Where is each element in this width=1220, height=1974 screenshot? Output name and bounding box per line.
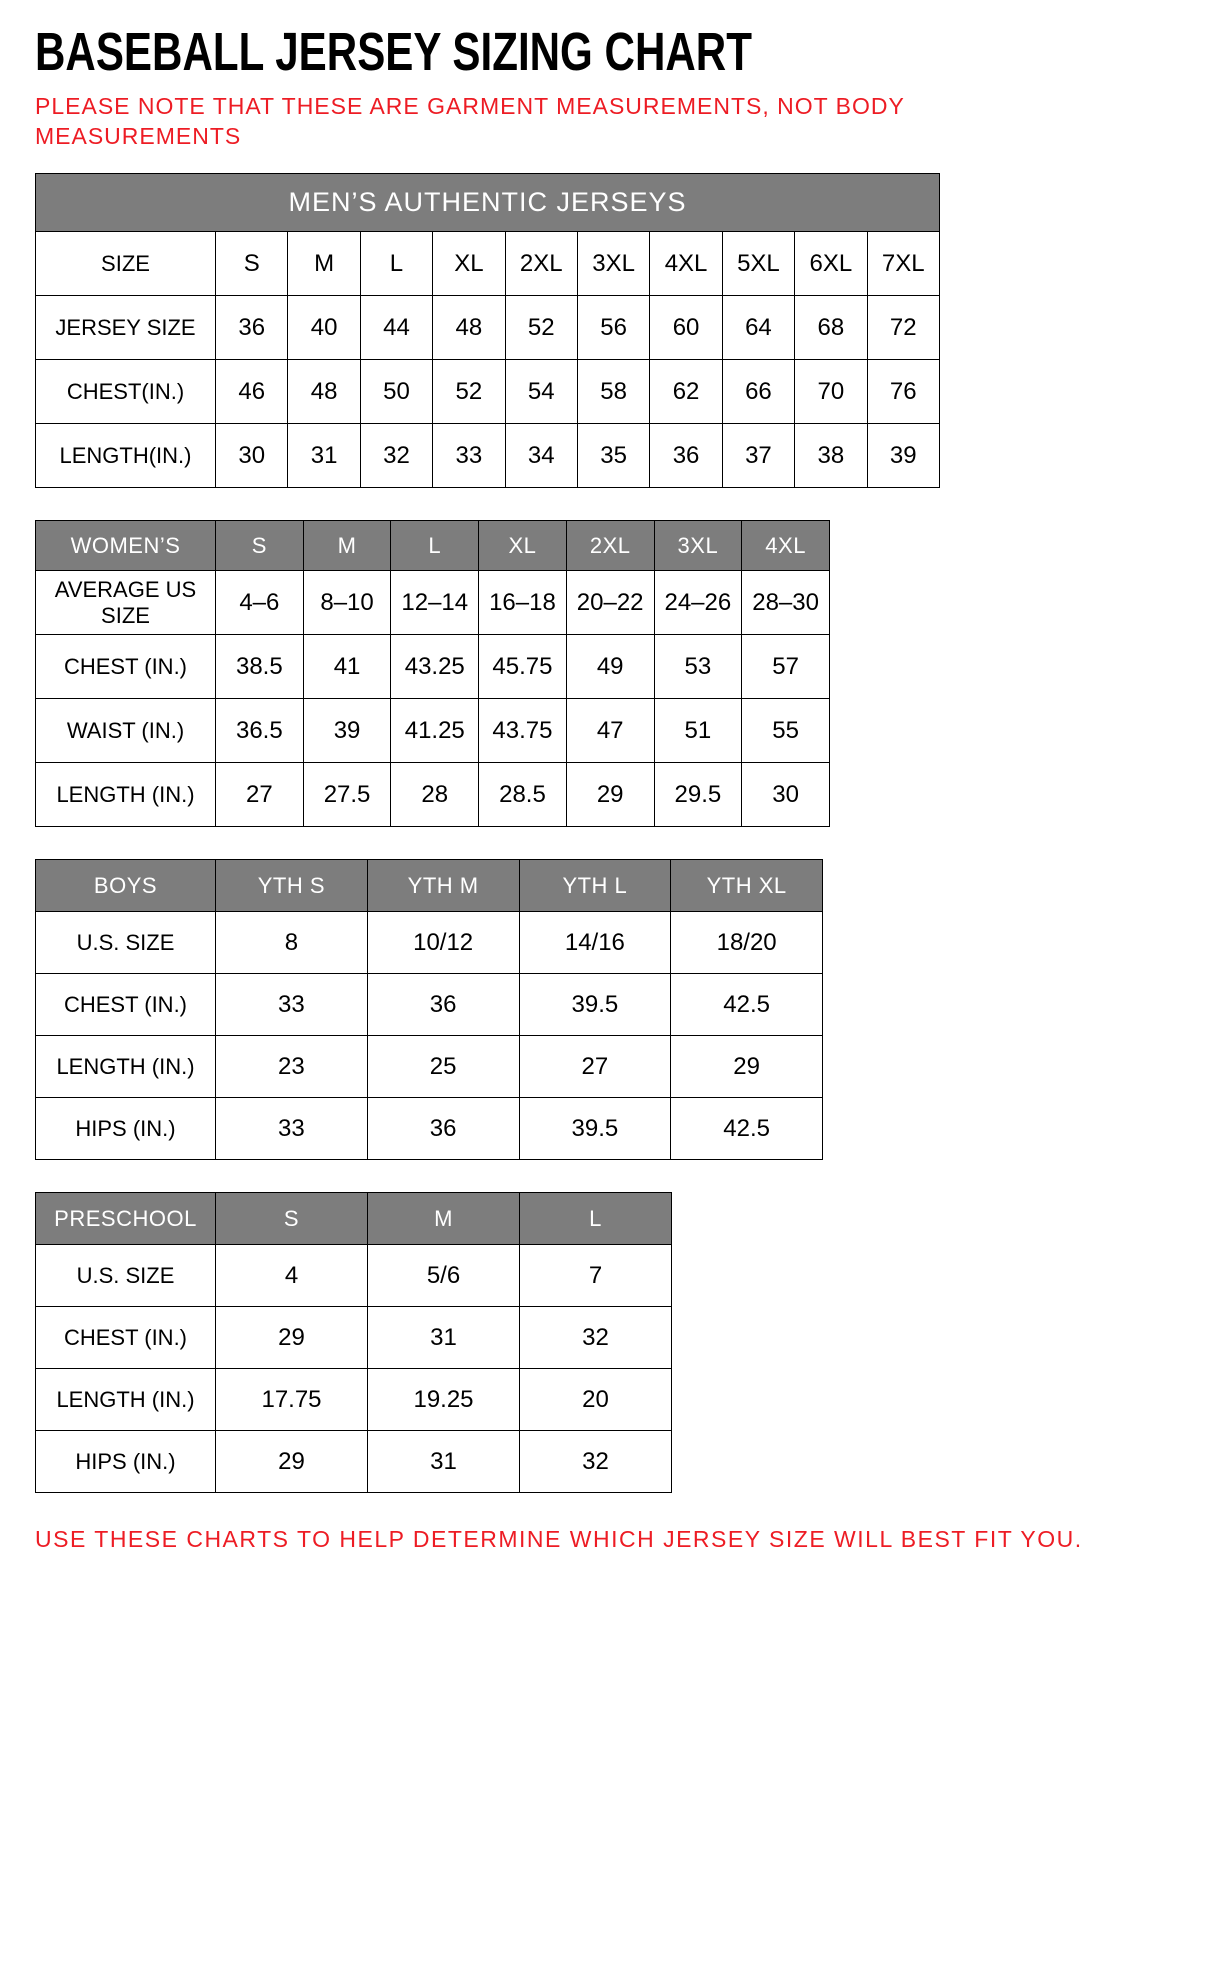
value-cell: 5XL [722,232,794,296]
value-cell: 46 [216,360,288,424]
mens-banner-row [36,174,940,232]
value-cell: S [216,232,288,296]
size-header-cell: 4XL [742,521,830,571]
value-cell: 62 [650,360,722,424]
value-cell: 23 [216,1036,368,1098]
value-cell: 8–10 [303,571,391,635]
value-cell: 20 [520,1369,672,1431]
boys-header-row [36,860,823,912]
table-row [36,1307,672,1369]
value-cell: 32 [520,1431,672,1493]
size-header-cell: YTH M [367,860,519,912]
value-cell: XL [433,232,505,296]
row-label: CHEST(IN.) [36,360,216,424]
value-cell: 37 [722,424,794,488]
value-cell: 34 [505,424,577,488]
size-header-cell: 2XL [566,521,654,571]
table-row [36,912,823,974]
value-cell: 4XL [650,232,722,296]
value-cell: 8 [216,912,368,974]
value-cell: M [288,232,360,296]
size-header-cell: L [391,521,479,571]
row-label: JERSEY SIZE [36,296,216,360]
value-cell: 14/16 [519,912,671,974]
value-cell: 2XL [505,232,577,296]
value-cell: 12–14 [391,571,479,635]
value-cell: L [360,232,432,296]
value-cell: 60 [650,296,722,360]
value-cell: 36 [650,424,722,488]
value-cell: 36 [216,296,288,360]
size-header-cell: M [303,521,391,571]
value-cell: 29 [566,763,654,827]
value-cell: 3XL [577,232,649,296]
value-cell: 36.5 [216,699,304,763]
table-row [36,699,830,763]
value-cell: 57 [742,635,830,699]
value-cell: 36 [367,1098,519,1160]
value-cell: 30 [216,424,288,488]
value-cell: 28–30 [742,571,830,635]
value-cell: 40 [288,296,360,360]
value-cell: 41 [303,635,391,699]
value-cell: 47 [566,699,654,763]
value-cell: 41.25 [391,699,479,763]
value-cell: 39.5 [519,974,671,1036]
preschool-header-row [36,1193,672,1245]
value-cell: 4–6 [216,571,304,635]
value-cell: 29 [216,1431,368,1493]
value-cell: 33 [433,424,505,488]
value-cell: 64 [722,296,794,360]
table-row [36,232,940,296]
value-cell: 44 [360,296,432,360]
value-cell: 39 [867,424,939,488]
size-header-cell: YTH L [519,860,671,912]
womens-header-row [36,521,830,571]
value-cell: 42.5 [671,1098,823,1160]
value-cell: 32 [360,424,432,488]
row-label: HIPS (IN.) [36,1098,216,1160]
preschool-header-label: PRESCHOOL [36,1193,216,1245]
value-cell: 50 [360,360,432,424]
value-cell: 28 [391,763,479,827]
table-row [36,571,830,635]
table-row [36,1245,672,1307]
size-header-cell: S [216,1193,368,1245]
value-cell: 31 [368,1431,520,1493]
value-cell: 52 [433,360,505,424]
table-row [36,974,823,1036]
value-cell: 28.5 [479,763,567,827]
value-cell: 39 [303,699,391,763]
row-label: CHEST (IN.) [36,1307,216,1369]
preschool-sizing-table [35,1192,672,1493]
boys-header-label: BOYS [36,860,216,912]
value-cell: 38.5 [216,635,304,699]
row-label: WAIST (IN.) [36,699,216,763]
value-cell: 33 [216,974,368,1036]
row-label: CHEST (IN.) [36,974,216,1036]
value-cell: 38 [795,424,867,488]
value-cell: 29 [216,1307,368,1369]
value-cell: 66 [722,360,794,424]
table-row [36,296,940,360]
table-row [36,424,940,488]
value-cell: 30 [742,763,830,827]
row-label: U.S. SIZE [36,912,216,974]
value-cell: 36 [367,974,519,1036]
row-label: SIZE [36,232,216,296]
best-fit-note: USE THESE CHARTS TO HELP DETERMINE WHICH JERSEY SIZE WILL BEST FIT YOU. [35,1526,1083,1553]
value-cell: 6XL [795,232,867,296]
value-cell: 7 [520,1245,672,1307]
womens-sizing-table [35,520,830,827]
table-row [36,1431,672,1493]
value-cell: 27 [519,1036,671,1098]
value-cell: 55 [742,699,830,763]
value-cell: 68 [795,296,867,360]
value-cell: 33 [216,1098,368,1160]
value-cell: 24–26 [654,571,742,635]
row-label: LENGTH (IN.) [36,1036,216,1098]
value-cell: 35 [577,424,649,488]
value-cell: 29 [671,1036,823,1098]
garment-measurements-note: PLEASE NOTE THAT THESE ARE GARMENT MEASUREMENTS, NOT BODY MEASUREMENTS [35,93,905,149]
value-cell: 45.75 [479,635,567,699]
table-row [36,1098,823,1160]
value-cell: 43.25 [391,635,479,699]
value-cell: 17.75 [216,1369,368,1431]
table-row [36,360,940,424]
value-cell: 43.75 [479,699,567,763]
row-label: LENGTH(IN.) [36,424,216,488]
table-row [36,635,830,699]
row-label: HIPS (IN.) [36,1431,216,1493]
table-row [36,1036,823,1098]
mens-authentic-jerseys-table [35,173,940,488]
value-cell: 31 [288,424,360,488]
value-cell: 32 [520,1307,672,1369]
size-header-cell: S [216,521,304,571]
size-header-cell: YTH S [216,860,368,912]
value-cell: 56 [577,296,649,360]
size-header-cell: YTH XL [671,860,823,912]
value-cell: 52 [505,296,577,360]
value-cell: 49 [566,635,654,699]
table-row [36,1369,672,1431]
row-label: LENGTH (IN.) [36,763,216,827]
mens-banner-title: MEN’S AUTHENTIC JERSEYS [36,174,940,232]
table-row [36,763,830,827]
value-cell: 20–22 [566,571,654,635]
value-cell: 31 [368,1307,520,1369]
value-cell: 58 [577,360,649,424]
value-cell: 19.25 [368,1369,520,1431]
row-label: LENGTH (IN.) [36,1369,216,1431]
value-cell: 76 [867,360,939,424]
size-header-cell: XL [479,521,567,571]
row-label: U.S. SIZE [36,1245,216,1307]
value-cell: 27.5 [303,763,391,827]
page-title: BASEBALL JERSEY SIZING CHART [35,22,752,82]
boys-sizing-table [35,859,823,1160]
value-cell: 16–18 [479,571,567,635]
value-cell: 48 [288,360,360,424]
value-cell: 70 [795,360,867,424]
size-header-cell: 3XL [654,521,742,571]
value-cell: 48 [433,296,505,360]
value-cell: 29.5 [654,763,742,827]
row-label: AVERAGE US SIZE [36,571,216,635]
value-cell: 72 [867,296,939,360]
size-header-cell: M [368,1193,520,1245]
value-cell: 27 [216,763,304,827]
value-cell: 4 [216,1245,368,1307]
value-cell: 10/12 [367,912,519,974]
value-cell: 42.5 [671,974,823,1036]
value-cell: 25 [367,1036,519,1098]
womens-header-label: WOMEN’S [36,521,216,571]
value-cell: 5/6 [368,1245,520,1307]
value-cell: 7XL [867,232,939,296]
value-cell: 53 [654,635,742,699]
value-cell: 18/20 [671,912,823,974]
value-cell: 51 [654,699,742,763]
size-header-cell: L [520,1193,672,1245]
value-cell: 39.5 [519,1098,671,1160]
value-cell: 54 [505,360,577,424]
row-label: CHEST (IN.) [36,635,216,699]
